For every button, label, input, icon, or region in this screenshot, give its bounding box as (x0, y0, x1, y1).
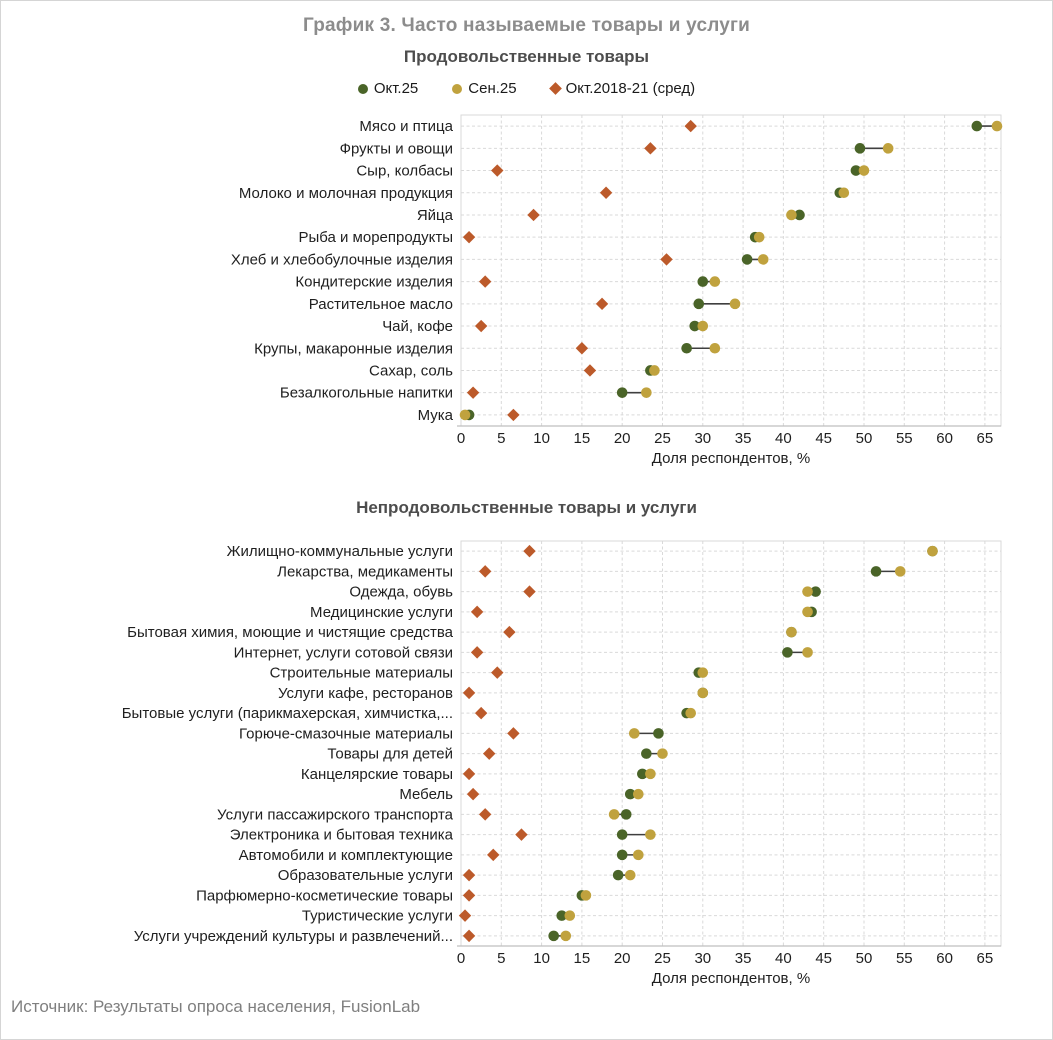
sep25-dot-marker (581, 890, 592, 901)
x-tick-label: 20 (613, 950, 631, 967)
sep25-dot-marker (460, 410, 471, 421)
x-tick-label: 0 (456, 950, 466, 967)
food-products-chart (1, 105, 1053, 473)
oct25-dot-marker (613, 870, 624, 881)
avg2018-21-diamond-marker (467, 788, 479, 800)
x-tick-label: 20 (613, 430, 631, 447)
sep25-dot-marker (633, 789, 644, 800)
legend-item-avg2018-21 (551, 80, 696, 97)
avg2018-21-diamond-marker (584, 364, 596, 376)
category-label: Яйца (416, 206, 453, 224)
x-tick-label: 65 (976, 950, 994, 967)
category-label: Одежда, обувь (349, 583, 453, 601)
x-tick-label: 35 (734, 950, 752, 967)
avg2018-21-diamond-marker (596, 298, 608, 310)
category-label: Бытовая химия, моющие и чистящие средства (127, 624, 453, 642)
category-label: Фрукты и овощи (339, 140, 453, 158)
sep25-dot-marker (927, 546, 938, 557)
oct25-dot-marker (548, 931, 559, 942)
category-label: Парфюмерно-косметические товары (196, 887, 453, 905)
category-label: Горюче-смазочные материалы (239, 725, 453, 743)
avg2018-21-diamond-marker (487, 849, 499, 861)
sep25-dot-marker (625, 870, 636, 881)
avg2018-21-diamond-marker (503, 626, 515, 638)
category-label: Рыба и морепродукты (298, 229, 453, 247)
avg2018-21-diamond-marker (475, 320, 487, 332)
x-tick-label: 15 (573, 430, 591, 447)
category-label: Туристические услуги (301, 907, 453, 925)
sep25-dot-marker (786, 627, 797, 638)
x-tick-label: 10 (533, 950, 550, 967)
avg2018-21-diamond-marker (483, 747, 495, 759)
avg2018-21-diamond-marker (515, 828, 527, 840)
x-tick-label: 60 (936, 430, 953, 447)
sep25-dot-marker (565, 910, 576, 921)
sep25-dot-marker (609, 809, 620, 820)
avg2018-21-diamond-marker (523, 585, 535, 597)
avg2018-21-diamond-marker (507, 727, 519, 739)
sep25-dot-marker (802, 607, 813, 618)
category-label: Интернет, услуги сотовой связи (233, 644, 453, 662)
sep25-dot-marker (560, 931, 571, 942)
oct25-dot-marker (617, 829, 628, 840)
category-label: Растительное масло (308, 295, 453, 313)
sep25-dot-marker (754, 232, 765, 243)
oct25-dot-marker (855, 143, 866, 154)
oct25-dot-marker (617, 387, 628, 398)
sep25-dot-marker (629, 728, 640, 739)
x-tick-label: 40 (775, 430, 792, 447)
sep25-dot-marker (641, 387, 652, 398)
x-tick-label: 50 (855, 430, 873, 447)
oct25-dot-marker (871, 566, 882, 577)
avg2018-21-diamond-marker (644, 142, 656, 154)
legend-label: Окт.2018-21 (сред) (565, 80, 696, 97)
category-label: Строительные материалы (269, 664, 453, 682)
category-label: Канцелярские товары (300, 765, 453, 783)
category-label: Мебель (399, 786, 453, 804)
oct25-dot-marker (621, 809, 632, 820)
category-label: Медицинские услуги (310, 603, 453, 621)
sep25-dot-marker (786, 210, 797, 221)
nonfood-chart-title: Непродовольственные товары и услуги (356, 498, 697, 517)
oct25-dot-marker (742, 254, 753, 265)
sep25-dot-marker (710, 343, 721, 354)
avg2018-21-diamond-marker (463, 869, 475, 881)
x-tick-label: 45 (815, 950, 833, 967)
x-tick-label: 60 (936, 950, 953, 967)
x-tick-label: 35 (734, 430, 752, 447)
sep25-dot-marker (802, 647, 813, 658)
sep25-dot-marker (697, 688, 708, 699)
avg2018-21-diamond-marker (527, 209, 539, 221)
x-tick-label: 55 (895, 950, 913, 967)
sep25-dot-marker (649, 365, 660, 376)
oct25-dot-marker (681, 343, 692, 354)
x-tick-label: 25 (654, 430, 671, 447)
sep25-dot-marker (697, 321, 708, 332)
avg2018-21-diamond-marker (479, 565, 491, 577)
sep25-dot-marker (645, 829, 656, 840)
x-tick-label: 30 (694, 430, 712, 447)
avg2018-21-diamond-marker (685, 120, 697, 132)
x-axis-title: Доля респондентов, % (651, 450, 811, 467)
sep25-dot-marker (883, 143, 894, 154)
legend-label: Сен.25 (468, 80, 517, 97)
oct25-dot-marker (693, 299, 704, 310)
avg2018-21-diamond-marker (463, 231, 475, 243)
food-chart-title: Продовольственные товары (403, 47, 650, 66)
category-label: Жилищно-коммунальные услуги (226, 543, 453, 561)
avg2018-21-diamond-marker (600, 187, 612, 199)
sep25-dot-marker (730, 299, 741, 310)
x-tick-label: 55 (895, 430, 913, 447)
sep25-dot-marker (895, 566, 906, 577)
nonfood-goods-services-chart (1, 531, 1053, 986)
avg2018-21-diamond-marker (479, 275, 491, 287)
oct25-dot-marker (972, 121, 983, 132)
x-tick-label: 65 (976, 430, 994, 447)
sep25-circle-icon (452, 84, 462, 94)
category-label: Бытовые услуги (парикмахерская, химчистка,... (121, 705, 453, 723)
category-label: Лекарства, медикаменты (277, 563, 453, 581)
avg2018-21-diamond-marker (467, 386, 479, 398)
category-label: Сахар, соль (369, 362, 453, 380)
category-label: Услуги кафе, ресторанов (277, 684, 453, 702)
sep25-dot-marker (710, 276, 721, 287)
legend (1, 80, 1052, 97)
avg2018-21-diamond-marker (471, 606, 483, 618)
category-label: Услуги учреждений культуры и развлечений... (133, 927, 453, 945)
avg2018-21-diamond-marker (471, 646, 483, 658)
category-label: Товары для детей (327, 745, 453, 763)
oct25-dot-marker (653, 728, 664, 739)
source-note: Источник: Результаты опроса населения, FusionLab (11, 997, 421, 1016)
category-label: Образовательные услуги (277, 867, 453, 885)
category-label: Электроника и бытовая техника (229, 826, 453, 844)
category-label: Крупы, макаронные изделия (254, 340, 453, 358)
x-tick-label: 0 (456, 430, 466, 447)
category-label: Безалкогольные напитки (279, 384, 453, 402)
x-tick-label: 10 (533, 430, 550, 447)
avg2018-21-diamond-marker (463, 889, 475, 901)
oct25-dot-marker (617, 850, 628, 861)
category-label: Сыр, колбасы (356, 162, 453, 180)
x-tick-label: 5 (497, 950, 506, 967)
x-tick-label: 25 (654, 950, 671, 967)
oct25-circle-icon (358, 84, 368, 94)
sep25-dot-marker (839, 187, 850, 198)
x-tick-label: 5 (497, 430, 506, 447)
sep25-dot-marker (992, 121, 1003, 132)
x-axis-title: Доля респондентов, % (651, 970, 811, 987)
category-label: Хлеб и хлебобулочные изделия (230, 251, 453, 269)
sep25-dot-marker (657, 748, 668, 759)
oct25-dot-marker (641, 748, 652, 759)
legend-item-sep25 (452, 80, 516, 97)
avg2018-21-diamond-marker (475, 707, 487, 719)
category-label: Автомобили и комплектующие (238, 846, 453, 864)
category-label: Мясо и птица (359, 118, 453, 136)
sep25-dot-marker (758, 254, 769, 265)
avg2018-21-diamond-icon (549, 82, 562, 95)
avg2018-21-diamond-marker (463, 687, 475, 699)
sep25-dot-marker (685, 708, 696, 719)
category-label: Мука (417, 406, 453, 424)
x-tick-label: 40 (775, 950, 792, 967)
oct25-dot-marker (782, 647, 793, 658)
sep25-dot-marker (645, 769, 656, 780)
category-label: Чай, кофе (382, 318, 453, 336)
avg2018-21-diamond-marker (479, 808, 491, 820)
legend-item-oct25 (358, 80, 418, 97)
avg2018-21-diamond-marker (507, 409, 519, 421)
category-label: Услуги пассажирского транспорта (217, 806, 453, 824)
chart-main-title: График 3. Часто называемые товары и услуги (302, 15, 750, 36)
avg2018-21-diamond-marker (463, 930, 475, 942)
legend-label: Окт.25 (373, 80, 419, 97)
sep25-dot-marker (633, 850, 644, 861)
oct25-dot-marker (697, 276, 708, 287)
sep25-dot-marker (697, 667, 708, 678)
x-tick-label: 45 (815, 430, 833, 447)
sep25-dot-marker (802, 586, 813, 597)
sep25-dot-marker (859, 165, 870, 176)
x-tick-label: 30 (694, 950, 712, 967)
category-label: Кондитерские изделия (295, 273, 453, 291)
x-tick-label: 15 (573, 950, 591, 967)
x-tick-label: 50 (855, 950, 873, 967)
avg2018-21-diamond-marker (576, 342, 588, 354)
category-label: Молоко и молочная продукция (238, 184, 453, 202)
avg2018-21-diamond-marker (523, 545, 535, 557)
avg2018-21-diamond-marker (463, 768, 475, 780)
